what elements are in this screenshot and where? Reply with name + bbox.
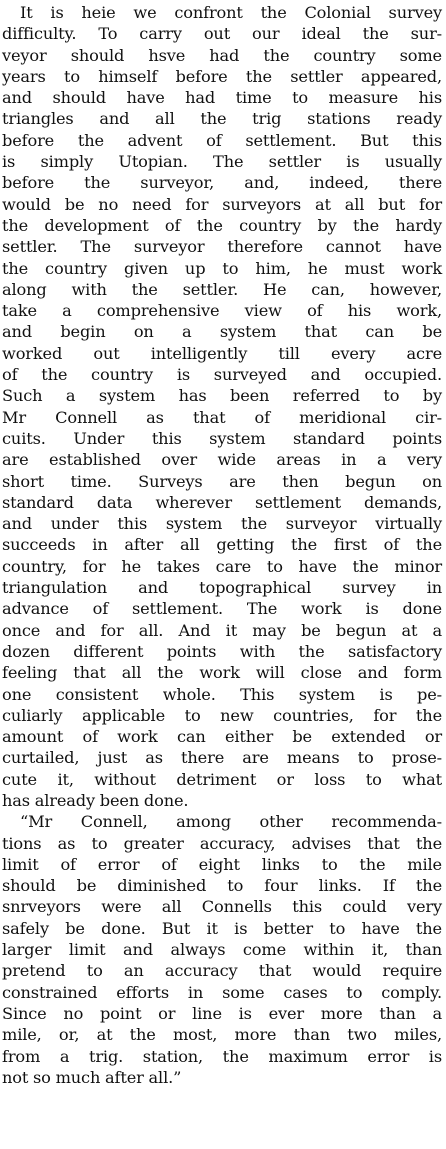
text-line: of the country is surveyed and occupied. [2,365,442,385]
text-line: one consistent whole. This system is pe- [2,684,442,704]
text-line: not so much after all.” [2,1067,182,1087]
text-line: cute it, without detriment or loss to what [2,769,442,789]
text-line: triangles and all the trig stations ready [2,109,442,129]
text-line: curtailed, just as there are means to prose- [2,748,442,768]
text-line: constrained efforts in some cases to comply. [2,982,442,1002]
text-line: mile, or, at the most, more than two miles, [2,1025,442,1045]
text-line: worked out intelligently till every acre [2,343,442,363]
text-line: difficulty. To carry out our ideal the sur- [2,24,442,44]
text-line: are established over wide areas in a very [2,450,442,470]
text-line: is simply Utopian. The settler is usually [2,152,442,172]
article-paragraph-1 [2,2,446,811]
text-line: and under this system the surveyor virtually [2,514,442,534]
text-line: succeeds in after all getting the first of the [2,535,442,555]
text-line: and should have had time to measure his [2,88,442,108]
text-line: years to himself before the settler appeared, [2,66,442,86]
text-line: standard data wherever settlement demands, [2,492,442,512]
text-line: “Mr Connell, among other recommenda- [20,812,442,832]
article-paragraph-2 [2,811,446,1088]
text-line: the development of the country by the hardy [2,215,442,235]
text-line: triangulation and topographical survey in [2,578,442,598]
text-line: advance of settlement. The work is done [2,599,442,619]
text-line: would be no need for surveyors at all but for [2,194,442,214]
text-line: before the advent of settlement. But this [2,130,442,150]
text-line: snrveyors were all Connells this could very [2,897,442,917]
text-line: has already been done. [2,790,189,810]
text-line: along with the settler. He can, however, [2,279,442,299]
text-line: and begin on a system that can be [2,322,442,342]
text-line: Such a system has been referred to by [2,386,442,406]
text-line: the country given up to him, he must work [2,258,442,278]
text-line: veyor should hsve had the country some [2,45,442,65]
text-line: Since no point or line is ever more than a [2,1003,442,1023]
text-line: larger limit and always come within it, than [2,940,442,960]
text-line: culiarly applicable to new countries, for the [2,705,442,725]
text-line: amount of work can either be extended or [2,727,442,747]
text-line: from a trig. station, the maximum error is [2,1046,442,1066]
text-line: dozen different points with the satisfactory [2,641,442,661]
text-line: take a comprehensive view of his work, [2,301,442,321]
text-line: feeling that all the work will close and form [2,663,442,683]
text-line: settler. The surveyor therefore cannot have [2,237,442,257]
text-line: short time. Surveys are then begun on [2,471,442,491]
text-line: It is heie we confront the Colonial survey [20,3,442,22]
text-line: safely be done. But it is better to have the [2,918,442,938]
text-line: pretend to an accuracy that would require [2,961,442,981]
text-line: limit of error of eight links to the mile [2,854,442,874]
text-line: before the surveyor, and, indeed, there [2,173,442,193]
text-line: country, for he takes care to have the minor [2,556,442,576]
text-line: tions as to greater accuracy, advises that the [2,833,442,853]
text-line: should be diminished to four links. If the [2,876,442,896]
text-line: Mr Connell as that of meridional cir- [2,407,442,427]
text-line: once and for all. And it may be begun at a [2,620,442,640]
text-line: cuits. Under this system standard points [2,428,442,448]
